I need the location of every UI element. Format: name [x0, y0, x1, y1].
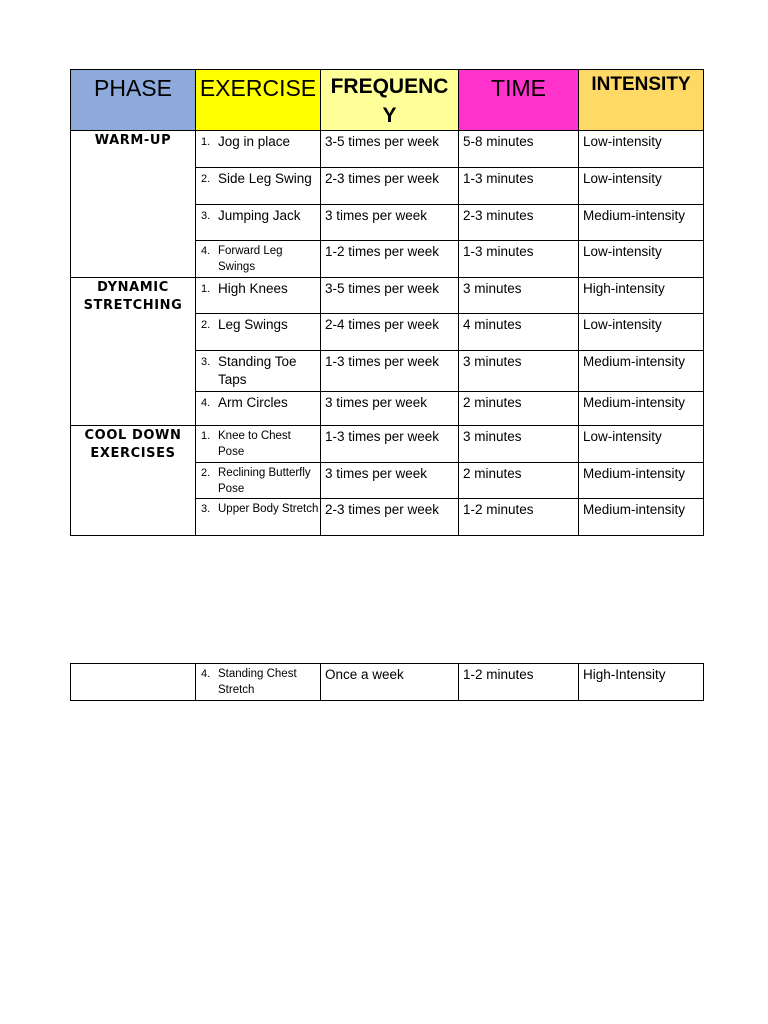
- exercise-cell: [196, 168, 321, 205]
- item-number: 1.: [201, 136, 211, 148]
- frequency-cell: 1-2 times per week: [321, 241, 459, 278]
- exercise-name: High Knees: [218, 281, 288, 296]
- phase-warm-up: WARM-UP: [71, 131, 196, 278]
- item-number: 4.: [201, 668, 211, 680]
- intensity-cell: Medium-intensity: [579, 205, 704, 241]
- frequency-cell: Once a week: [321, 664, 459, 701]
- exercise-cell: [196, 351, 321, 392]
- exercise-name: Arm Circles: [218, 395, 288, 410]
- exercise-cell: [196, 314, 321, 351]
- item-number: 2.: [201, 173, 211, 185]
- header-frequency: FREQUENC Y: [321, 70, 459, 131]
- item-number: 1.: [201, 430, 211, 442]
- table-row: [71, 664, 704, 701]
- time-cell: 3 minutes: [459, 426, 579, 463]
- exercise-cell: [196, 205, 321, 241]
- exercise-name: Forward Leg Swings: [218, 245, 283, 273]
- exercise-name: Leg Swings: [218, 317, 288, 332]
- exercise-cell: [196, 278, 321, 314]
- header-intensity: INTENSITY: [579, 70, 704, 131]
- item-number: 2.: [201, 319, 211, 331]
- exercise-name: Standing Toe Taps: [218, 354, 297, 387]
- intensity-cell: Medium-intensity: [579, 392, 704, 426]
- exercise-name: Jog in place: [218, 134, 291, 149]
- phase-cool-down: COOL DOWN EXERCISES: [71, 426, 196, 536]
- exercise-cell: [196, 131, 321, 168]
- table-row: [71, 426, 704, 463]
- intensity-cell: Medium-intensity: [579, 499, 704, 536]
- exercise-table: [70, 69, 704, 536]
- frequency-cell: 3-5 times per week: [321, 278, 459, 314]
- frequency-cell: 3-5 times per week: [321, 131, 459, 168]
- item-number: 3.: [201, 356, 211, 368]
- header-row: [71, 70, 704, 131]
- frequency-cell: 3 times per week: [321, 205, 459, 241]
- exercise-name: Side Leg Swing: [218, 171, 312, 186]
- intensity-cell: Low-intensity: [579, 426, 704, 463]
- continuation-table: [70, 663, 704, 701]
- intensity-cell: Medium-intensity: [579, 463, 704, 499]
- intensity-cell: Low-intensity: [579, 241, 704, 278]
- intensity-cell: High-Intensity: [579, 664, 704, 701]
- frequency-cell: 3 times per week: [321, 463, 459, 499]
- exercise-cell: [196, 499, 321, 536]
- time-cell: 1-3 minutes: [459, 241, 579, 278]
- item-number: 3.: [201, 210, 211, 222]
- item-number: 4.: [201, 245, 211, 257]
- frequency-cell: 2-3 times per week: [321, 499, 459, 536]
- exercise-cell: [196, 426, 321, 463]
- table-row: [71, 131, 704, 168]
- time-cell: 2 minutes: [459, 463, 579, 499]
- intensity-cell: Low-intensity: [579, 314, 704, 351]
- exercise-name: Knee to Chest Pose: [218, 430, 291, 458]
- intensity-cell: Medium-intensity: [579, 351, 704, 392]
- time-cell: 2-3 minutes: [459, 205, 579, 241]
- exercise-name: Jumping Jack: [218, 208, 301, 223]
- exercise-cell: [196, 664, 321, 701]
- exercise-cell: [196, 392, 321, 426]
- intensity-cell: High-intensity: [579, 278, 704, 314]
- time-cell: 1-3 minutes: [459, 168, 579, 205]
- time-cell: 1-2 minutes: [459, 664, 579, 701]
- exercise-name: Standing Chest Stretch: [218, 668, 297, 696]
- item-number: 1.: [201, 283, 211, 295]
- phase-dynamic-stretching: DYNAMIC STRETCHING: [71, 278, 196, 426]
- frequency-cell: 1-3 times per week: [321, 351, 459, 392]
- time-cell: 5-8 minutes: [459, 131, 579, 168]
- frequency-cell: 3 times per week: [321, 392, 459, 426]
- time-cell: 3 minutes: [459, 351, 579, 392]
- exercise-cell: [196, 463, 321, 499]
- time-cell: 4 minutes: [459, 314, 579, 351]
- time-cell: 2 minutes: [459, 392, 579, 426]
- frequency-cell: 2-4 times per week: [321, 314, 459, 351]
- phase-cell-empty: [71, 664, 196, 701]
- frequency-cell: 1-3 times per week: [321, 426, 459, 463]
- intensity-cell: Low-intensity: [579, 131, 704, 168]
- item-number: 3.: [201, 503, 211, 515]
- frequency-cell: 2-3 times per week: [321, 168, 459, 205]
- header-exercise: EXERCISE: [196, 70, 321, 131]
- time-cell: 3 minutes: [459, 278, 579, 314]
- exercise-cell: [196, 241, 321, 278]
- item-number: 4.: [201, 397, 211, 409]
- item-number: 2.: [201, 467, 211, 479]
- exercise-name: Reclining Butterfly Pose: [218, 467, 311, 495]
- table-row: [71, 278, 704, 314]
- time-cell: 1-2 minutes: [459, 499, 579, 536]
- intensity-cell: Low-intensity: [579, 168, 704, 205]
- header-phase: PHASE: [71, 70, 196, 131]
- exercise-name: Upper Body Stretch: [218, 503, 319, 515]
- header-time: TIME: [459, 70, 579, 131]
